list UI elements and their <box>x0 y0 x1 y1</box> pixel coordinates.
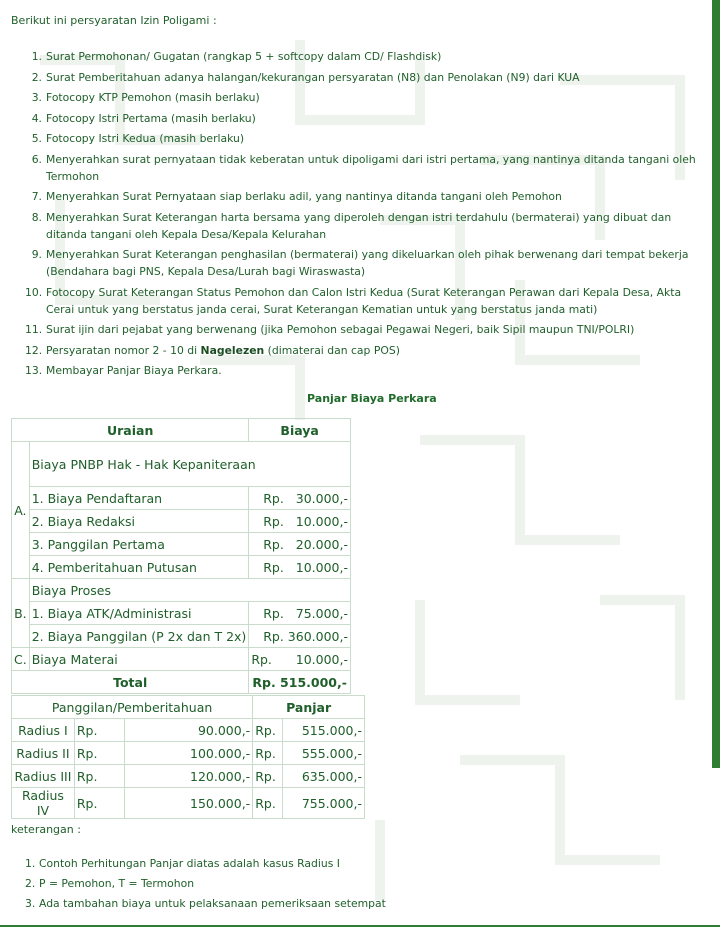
table-row <box>12 719 365 742</box>
amount: 20.000,- <box>295 536 348 552</box>
item-text: Fotocopy Istri Kedua (masih berlaku) <box>46 132 245 145</box>
table-row <box>12 442 351 487</box>
currency: Rp. <box>251 651 272 667</box>
item-number: 2. <box>25 877 36 890</box>
list-item <box>25 110 705 127</box>
radius-name: Radius III <box>12 765 75 788</box>
list-item <box>25 342 705 359</box>
table-row <box>12 579 351 602</box>
list-item <box>25 209 705 243</box>
amount: 555.000,- <box>283 742 365 765</box>
radius-table <box>11 695 365 819</box>
amount: 635.000,- <box>283 765 365 788</box>
item-amount <box>249 510 351 533</box>
requirements-list <box>25 48 705 383</box>
item-number: 7. <box>31 190 42 203</box>
item-text: Membayar Panjar Biaya Perkara. <box>46 364 222 377</box>
item-amount <box>249 556 351 579</box>
table-row <box>12 788 365 819</box>
table-header-row <box>12 696 365 719</box>
section-label-c: C. <box>12 648 30 671</box>
table-row <box>12 602 351 625</box>
item-text: Fotocopy Surat Keterangan Status Pemohon dan Calon Istri Kedua (Surat Keterangan Perawan dari Kepala Desa, Akta Cerai untuk yang berstatus janda cerai, Surat Keterangan Kematian untuk yang berstatus janda mati) <box>46 285 682 316</box>
item-text: Menyerahkan Surat Keterangan penghasilan (bermaterai) yang dikeluarkan oleh pihak berwenang dari tempat bekerja (Bendahara bagi PNS, Kepala Desa/Lurah bagi Wiraswasta) <box>46 248 689 278</box>
amount: 10.000,- <box>295 513 348 529</box>
currency: Rp. <box>263 605 284 621</box>
currency: Rp. <box>263 628 284 644</box>
amount: 100.000,- <box>124 742 253 765</box>
table-row <box>12 533 351 556</box>
item-amount <box>249 602 351 625</box>
radius-name: Radius II <box>12 742 75 765</box>
table-row <box>12 765 365 788</box>
item-number: 3. <box>25 897 36 910</box>
amount: 120.000,- <box>124 765 253 788</box>
item-name: 3. Panggilan Pertama <box>29 533 249 556</box>
amount: 360.000,- <box>287 628 348 644</box>
currency: Rp. <box>263 490 284 506</box>
item-number: 4. <box>31 111 42 125</box>
item-number: 11. <box>25 323 43 336</box>
list-item <box>25 855 386 872</box>
item-number: 6. <box>31 152 42 166</box>
list-item <box>25 362 705 379</box>
item-amount <box>249 648 351 671</box>
item-number: 12. <box>25 343 43 357</box>
section-title-b: Biaya Proses <box>29 579 350 602</box>
list-item <box>25 284 705 318</box>
item-number: 2. <box>31 70 42 84</box>
amount: 75.000,- <box>295 605 348 621</box>
item-name: 1. Biaya Pendaftaran <box>29 487 249 510</box>
currency: Rp. <box>253 719 283 742</box>
amount: 30.000,- <box>295 490 348 506</box>
item-text: Menyerahkan Surat Pernyataan siap berlaku adil, yang nantinya ditanda tangani oleh Pemohon <box>46 190 562 203</box>
item-text-part: (dimaterai dan cap POS) <box>264 343 400 357</box>
intro-text: Berikut ini persyaratan Izin Poligami : <box>11 14 217 27</box>
list-item <box>25 321 705 338</box>
section-title-a: Biaya PNBP Hak - Hak Kepaniteraan <box>29 442 350 487</box>
table-row <box>12 510 351 533</box>
total-label: Total <box>12 671 249 694</box>
item-number: 8. <box>31 210 42 224</box>
table-row <box>12 648 351 671</box>
currency: Rp. <box>263 559 284 575</box>
item-text: Contoh Perhitungan Panjar diatas adalah kasus Radius I <box>39 857 340 870</box>
item-amount <box>249 625 351 648</box>
radius-name: Radius IV <box>12 788 75 819</box>
amount: 10.000,- <box>295 559 348 575</box>
item-number: 5. <box>31 132 42 145</box>
list-item <box>25 69 705 86</box>
notes-list <box>25 855 386 915</box>
list-item <box>25 89 705 106</box>
item-name: Biaya Materai <box>29 648 249 671</box>
item-text: Fotocopy KTP Pemohon (masih berlaku) <box>46 91 260 104</box>
item-text-part: Persyaratan nomor 2 - 10 di <box>46 343 201 357</box>
list-item <box>25 130 705 147</box>
currency: Rp. <box>263 536 284 552</box>
item-text: Menyerahkan Surat Keterangan harta bersama yang diperoleh dengan istri terdahulu (bermaterai) yang dibuat dan ditanda tangani oleh Kepala Desa/Kepala Kelurahan <box>46 210 672 241</box>
currency: Rp. <box>253 742 283 765</box>
list-item <box>25 895 386 912</box>
item-text: Menyerahkan surat pernyataan tidak keberatan untuk dipoligami dari istri pertama, yang nantinya ditanda tangani oleh Termohon <box>46 152 696 183</box>
section-label-b: B. <box>12 579 30 648</box>
currency: Rp. <box>253 765 283 788</box>
item-number: 10. <box>25 285 43 299</box>
list-item <box>25 48 705 65</box>
currency: Rp. <box>74 719 124 742</box>
vertical-scrollbar[interactable] <box>712 0 720 768</box>
header-panjar: Panjar <box>253 696 365 719</box>
item-number: 1. <box>25 857 36 870</box>
section-label-a: A. <box>12 442 30 579</box>
item-text: Surat ijin dari pejabat yang berwenang (jika Pemohon sebagai Pegawai Negeri, baik Sipil maupun TNI/POLRI) <box>46 323 635 336</box>
item-text: Fotocopy Istri Pertama (masih berlaku) <box>46 111 256 125</box>
item-number: 13. <box>25 364 43 377</box>
item-text: Ada tambahan biaya untuk pelaksanaan pemeriksaan setempat <box>39 897 386 910</box>
header-panggilan: Panggilan/Pemberitahuan <box>12 696 253 719</box>
currency: Rp. <box>263 513 284 529</box>
item-number: 9. <box>31 248 42 261</box>
cost-table <box>11 418 351 694</box>
keterangan-label: keterangan : <box>11 823 81 836</box>
header-biaya: Biaya <box>249 419 351 442</box>
item-number: 3. <box>31 91 42 104</box>
item-name: 2. Biaya Redaksi <box>29 510 249 533</box>
item-text: P = Pemohon, T = Termohon <box>39 877 195 890</box>
panjar-title: Panjar Biaya Perkara <box>307 392 437 405</box>
list-item <box>25 246 705 280</box>
total-row <box>12 671 351 694</box>
table-row <box>12 487 351 510</box>
nagelezen-emphasis: Nagelezen <box>200 343 265 357</box>
item-amount <box>249 487 351 510</box>
list-item <box>25 151 705 185</box>
table-row <box>12 556 351 579</box>
currency: Rp. <box>74 742 124 765</box>
table-header-row <box>12 419 351 442</box>
table-row <box>12 742 365 765</box>
amount: 150.000,- <box>124 788 253 819</box>
amount: 755.000,- <box>283 788 365 819</box>
amount: 90.000,- <box>124 719 253 742</box>
table-row <box>12 625 351 648</box>
item-name: 4. Pemberitahuan Putusan <box>29 556 249 579</box>
item-name: 1. Biaya ATK/Administrasi <box>29 602 249 625</box>
item-name: 2. Biaya Panggilan (P 2x dan T 2x) <box>29 625 249 648</box>
currency: Rp. <box>253 788 283 819</box>
item-text: Surat Permohonan/ Gugatan (rangkap 5 + softcopy dalam CD/ Flashdisk) <box>46 50 442 63</box>
radius-name: Radius I <box>12 719 75 742</box>
total-value: Rp. 515.000,- <box>249 671 351 694</box>
item-number: 1. <box>31 50 42 63</box>
list-item <box>25 188 705 205</box>
header-uraian: Uraian <box>12 419 249 442</box>
item-amount <box>249 533 351 556</box>
amount: 515.000,- <box>283 719 365 742</box>
currency: Rp. <box>74 788 124 819</box>
item-text <box>46 342 705 359</box>
item-text: Surat Pemberitahuan adanya halangan/kekurangan persyaratan (N8) dan Penolakan (N9) dari KUA <box>46 70 580 84</box>
currency: Rp. <box>74 765 124 788</box>
amount: 10.000,- <box>295 651 348 667</box>
list-item <box>25 875 386 892</box>
